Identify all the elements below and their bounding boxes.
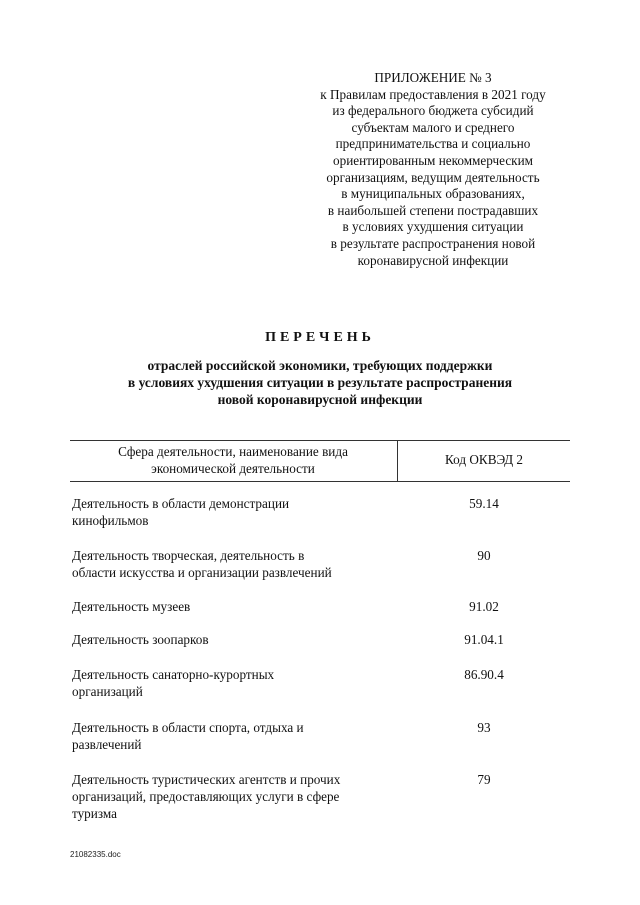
- subtitle-line: в условиях ухудшения ситуации в результате распространения: [127, 375, 513, 390]
- table-header: [70, 440, 570, 482]
- appendix-line: в результате распространения новой: [330, 235, 536, 251]
- activity-name: Деятельность музеев: [72, 599, 191, 614]
- appendix-line: в условиях ухудшения ситуации: [342, 219, 524, 235]
- activity-name: Деятельность в области спорта, отдыха и развлечений: [72, 720, 304, 752]
- activity-name: Деятельность в области демонстрации кинофильмов: [72, 496, 290, 528]
- okved-code: 91.04.1: [464, 632, 504, 647]
- footer-filename: 21082335.doc: [70, 850, 121, 859]
- appendix-line: коронавирусной инфекции: [357, 252, 509, 268]
- appendix-line: предпринимательства и социально: [335, 136, 531, 152]
- appendix-line: из федерального бюджета субсидий: [332, 103, 534, 119]
- okved-code: 79: [477, 772, 491, 787]
- okved-code: 86.90.4: [464, 667, 504, 682]
- okved-code: 91.02: [469, 599, 499, 614]
- document-title: ПЕРЕЧЕНЬ: [265, 330, 375, 345]
- okved-code: 93: [477, 720, 491, 735]
- subtitle-line: новой коронавирусной инфекции: [217, 392, 423, 407]
- appendix-line: ориентированным некоммерческим: [333, 152, 533, 168]
- activity-name: Деятельность санаторно-курортных организаций: [72, 667, 275, 699]
- appendix-line: в наибольшей степени пострадавших: [327, 202, 539, 218]
- appendix-header: [302, 70, 564, 269]
- subtitle-line: отраслей российской экономики, требующих поддержки: [147, 358, 493, 373]
- appendix-line: субъектам малого и среднего: [351, 119, 515, 135]
- appendix-line: ПРИЛОЖЕНИЕ № 3: [374, 70, 492, 85]
- document-subtitle: [80, 357, 560, 408]
- activity-name: Деятельность туристических агентств и прочих организаций, предоставляющих услуги в сфере туризма: [72, 772, 341, 821]
- appendix-line: организациям, ведущим деятельность: [326, 169, 540, 185]
- appendix-line: к Правилам предоставления в 2021 году: [320, 86, 546, 102]
- appendix-line: в муниципальных образованиях,: [341, 186, 525, 202]
- column-header-code: Код ОКВЭД 2: [445, 452, 523, 467]
- activity-name: Деятельность творческая, деятельность в области искусства и организации развлечений: [72, 548, 332, 580]
- industry-table: [70, 440, 570, 821]
- column-header-activity: Сфера деятельности, наименование вида экономической деятельности: [118, 444, 348, 476]
- activity-name: Деятельность зоопарков: [72, 632, 209, 647]
- okved-code: 59.14: [469, 496, 499, 511]
- okved-code: 90: [477, 548, 491, 563]
